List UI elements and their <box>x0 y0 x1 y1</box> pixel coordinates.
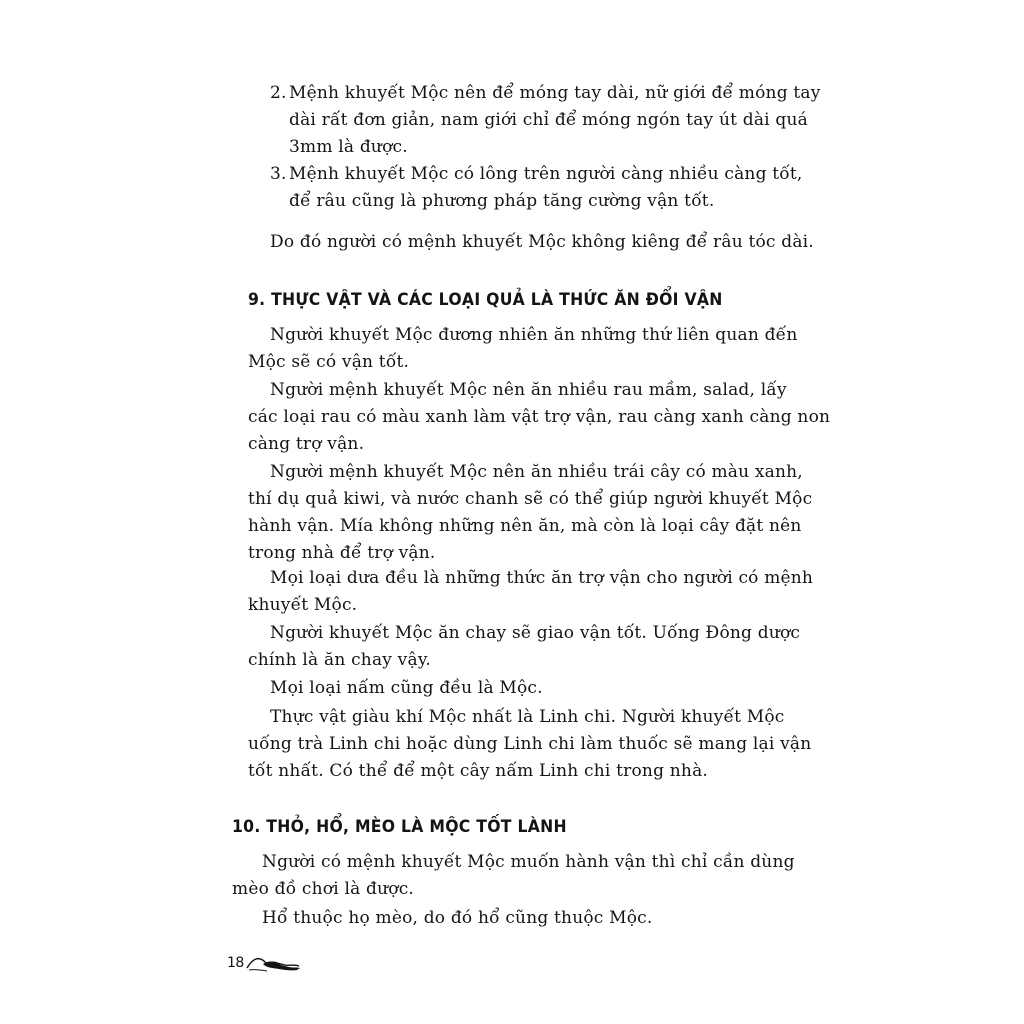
text-line: trong nhà để trợ vận. <box>248 543 436 563</box>
paragraph <box>232 905 652 932</box>
text-line: Người có mệnh khuyết Mộc muốn hành vận thì chỉ cần dùng <box>262 852 795 872</box>
list-item-3 <box>270 161 829 215</box>
text-line: Người mệnh khuyết Mộc nên ăn nhiều rau mầm, salad, lấy <box>270 380 787 400</box>
paragraph <box>248 322 798 376</box>
paragraph <box>248 377 830 458</box>
text-line: Người khuyết Mộc đương nhiên ăn những thứ liên quan đến <box>270 325 798 345</box>
text-line: Mộc sẽ có vận tốt. <box>248 352 410 372</box>
list-number: 2. <box>270 83 287 103</box>
text-line: các loại rau có màu xanh làm vật trợ vận, rau càng xanh càng non <box>248 407 831 427</box>
text-line: chính là ăn chay vậy. <box>248 650 431 670</box>
paragraph <box>232 849 795 903</box>
list-item-2 <box>270 80 829 161</box>
page-number: 18 <box>227 955 244 971</box>
text-line: Mọi loại dưa đều là những thức ăn trợ vận cho người có mệnh <box>270 568 814 588</box>
text-line: Mọi loại nấm cũng đều là Mộc. <box>270 678 543 698</box>
text-line: tốt nhất. Có thể để một cây nấm Linh chi trong nhà. <box>248 761 709 781</box>
wave-ornament-icon <box>245 952 301 974</box>
text-line: Người khuyết Mộc ăn chay sẽ giao vận tốt. Uống Đông dược <box>270 623 801 643</box>
page-footer <box>227 950 301 976</box>
closing-paragraph: Do đó người có mệnh khuyết Mộc không kiêng để râu tóc dài. <box>270 232 814 252</box>
section-9-heading: 9. THỰC VẬT VÀ CÁC LOẠI QUẢ LÀ THỨC ĂN ĐỔI VẬN <box>248 290 723 310</box>
paragraph <box>248 459 812 567</box>
text-line: 3mm là được. <box>289 137 408 157</box>
text-line: Hổ thuộc họ mèo, do đó hổ cũng thuộc Mộc. <box>262 908 653 928</box>
text-line: để râu cũng là phương pháp tăng cường vận tốt. <box>289 191 715 211</box>
paragraph <box>248 620 800 674</box>
text-line: Thực vật giàu khí Mộc nhất là Linh chi. Người khuyết Mộc <box>270 707 785 727</box>
text-line: Mệnh khuyết Mộc có lông trên người càng nhiều càng tốt, <box>289 164 803 184</box>
text-line: Mệnh khuyết Mộc nên để móng tay dài, nữ giới để móng tay <box>289 83 821 103</box>
text-line: mèo đồ chơi là được. <box>232 879 415 899</box>
section-10-heading: 10. THỎ, HỔ, MÈO LÀ MỘC TỐT LÀNH <box>232 817 567 837</box>
paragraph <box>248 565 813 619</box>
text-line: uống trà Linh chi hoặc dùng Linh chi làm thuốc sẽ mang lại vận <box>248 734 812 754</box>
text-line: dài rất đơn giản, nam giới chỉ để móng ngón tay út dài quá <box>289 110 808 130</box>
text-line: thí dụ quả kiwi, và nước chanh sẽ có thể giúp người khuyết Mộc <box>248 489 813 509</box>
text-line: hành vận. Mía không những nên ăn, mà còn là loại cây đặt nên <box>248 516 802 536</box>
list-number: 3. <box>270 164 287 184</box>
text-line: khuyết Mộc. <box>248 595 358 615</box>
paragraph <box>248 675 543 702</box>
paragraph <box>248 704 811 785</box>
text-line: càng trợ vận. <box>248 434 365 454</box>
text-line: Người mệnh khuyết Mộc nên ăn nhiều trái cây có màu xanh, <box>270 462 803 482</box>
